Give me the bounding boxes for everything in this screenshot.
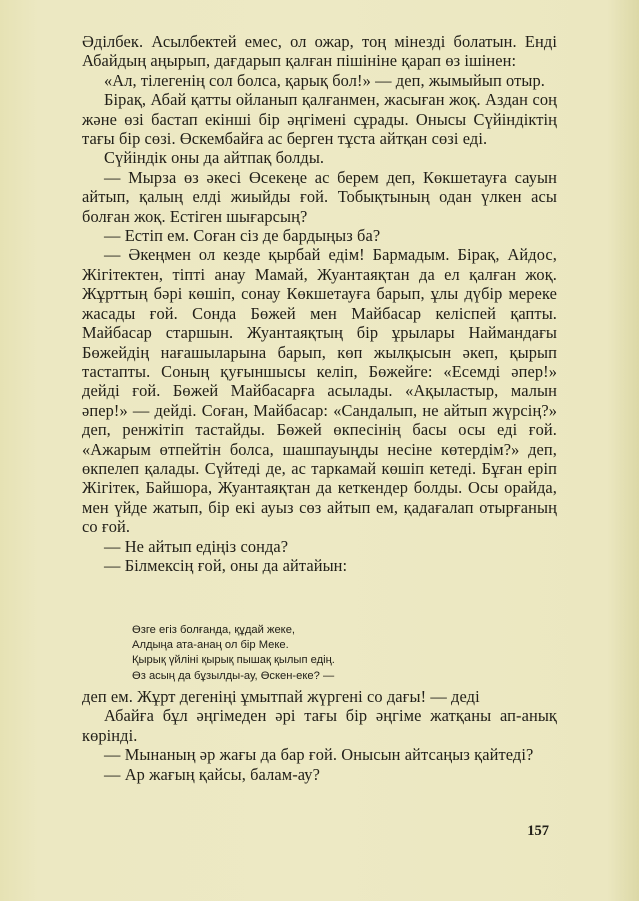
- page-number: 157: [527, 823, 549, 839]
- paragraph: Бірақ, Абай қатты ойланып қалғанмен, жасыған жоқ. Аздан соң және өзі бастап екінші бір әңгімені сұрады. Онысы Сүйіндіктің тағы бір сөзі. Өскембайға ас берген тұста айтқан сөзі еді.: [82, 90, 557, 149]
- paragraph: деп ем. Жұрт дегеніңі ұмытпай жүргені со дағы! — деді: [82, 687, 480, 706]
- body-text-upper: [82, 32, 557, 575]
- paragraph: — Мынаның әр жағы да бар ғой. Онысын айтсаңыз қайтеді?: [104, 745, 534, 765]
- paragraph: — Мырза өз әкесі Өсекеңе ас берем деп, Көкшетауға сауын айтып, қалың елді жиыйды ғой. Тобықтының одан үлкен асы болған жоқ. Естіген шығарсың?: [82, 167, 557, 226]
- paragraph: «Ал, тілегенің сол болса, қарық бол!» — деп, жымыйып отыр.: [104, 70, 545, 90]
- verse-line: Алдыңа ата-анаң ол бір Меке.: [132, 639, 289, 652]
- body-text-lower: [82, 687, 557, 784]
- poem-verse: [132, 623, 335, 684]
- verse-line: Өз асың да бұзылды-ау, Өскен-еке? —: [132, 669, 335, 682]
- paragraph: Абайға бұл әңгімеден әрі тағы бір әңгіме жатқаны ап-анық көрінді.: [82, 706, 557, 745]
- paragraph: — Білмексің ғой, оны да айтайын:: [104, 555, 348, 575]
- paragraph: — Естіп ем. Соған сіз де бардыңыз ба?: [104, 226, 381, 246]
- paragraph: Сүйіндік оны да айтпақ болды.: [104, 148, 325, 168]
- paragraph: — Ар жағың қайсы, балам-ау?: [104, 764, 320, 784]
- verse-line: Қырық үйліні қырық пышақ қылып едің.: [132, 654, 335, 667]
- verse-line: Өзге егіз болғанда, құдай жеке,: [132, 624, 296, 636]
- paragraph: Әділбек. Асылбектей емес, ол ожар, тоң мінезді болатын. Енді Абайдың аңырып, дағдарып қалған пішініне қарап өз ішінен:: [82, 32, 557, 71]
- paragraph: — Не айтып едіңіз сонда?: [104, 536, 289, 556]
- paragraph: — Әкеңмен ол кезде қырбай едім! Бармадым. Бірақ, Айдос, Жігітектен, тіпті анау Мамай, Жуантаяқтан да ел қалған жоқ. Жұрттың бәрі көшіп, сонау Көкшетауға барып, ұлы дүбір мереке жасады ғой. Сонда Бөжей мен Майбасар келіспей қапты. Майбасар старшын. Жуантаяқтың бір ұрылары Наймандағы Бөжейдің нағашыларына барып, көп жылқысын әкеп, қырып тастапты. Соның қуғыншысы келіп, Бөжейге: «Есемді әпер!» дейді ғой. Бөжей Майбасарға асылады. «Ақыластыр, малын әпер!» — дейді. Соған, Майбасар: «Сандалып, не айтып жүрсің?» деп, ренжітіп тастайды. Бөжей өкпесінің басы осы еді ғой. «Ажарым өтпейтін болса, шашпауыңды несіне көтердім?» деп, өкпелеп қалады. Сүйтеді де, ас таркамай көшіп кетеді. Бұған еріп Жігітек, Байшора, Жуантаяқтан да кеткендер болды. Осы орайда, мен үйде жатып, бір екі ауыз сөз айтып ем, қадағалап отырғаның со ғой.: [82, 245, 557, 537]
